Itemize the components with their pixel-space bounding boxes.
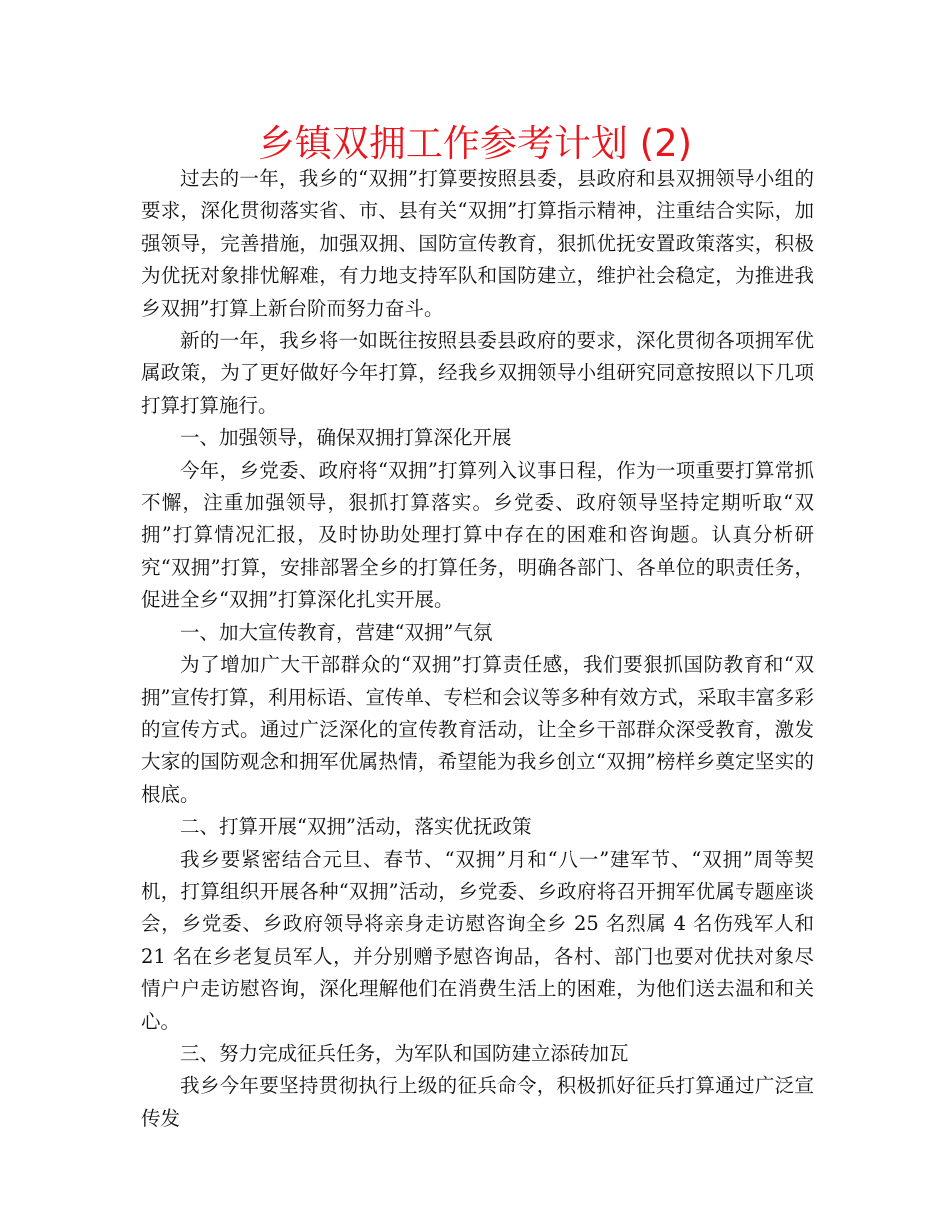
section-heading-leadership: 一、加强领导，确保双拥打算深化开展 — [180, 426, 512, 450]
section-heading-publicity: 一、加大宣传教育，营建“双拥”气氛 — [180, 620, 493, 644]
section-heading-conscription: 三、努力完成征兵任务，为军队和国防建立添砖加瓦 — [180, 1041, 629, 1065]
paragraph-intro: 过去的一年，我乡的“双拥”打算要按照县委，县政府和县双拥领导小组的要求，深化贯彻落实省、市、县有关“双拥”打算指示精神，注重结合实际，加强领导，完善措施，加强双拥、国防宣传教育，狠抓优抚安置政策落实，积极为优抚对象排忧解难，有力地支持军队和国防建立，维护社会稳定，为推进我乡双拥”打算上新台阶而努力奋斗。 — [141, 167, 814, 320]
document-title: 乡镇双拥工作参考计划 (2) — [257, 122, 693, 165]
paragraph-publicity: 为了增加广大干部群众的“双拥”打算责任感，我们要狠抓国防教育和“双拥”宣传打算，利用标语、宣传单、专栏和会议等多种有效方式，采取丰富多彩的宣传方式。通过广泛深化的宣传教育活动，让全乡干部群众深受教育，激发大家的国防观念和拥军优属热情，希望能为我乡创立“双拥”榜样乡奠定坚实的根底。 — [141, 653, 814, 806]
paragraph-activities: 我乡要紧密结合元旦、春节、“双拥”月和“八一”建军节、“双拥”周等契机，打算组织开展各种“双拥”活动，乡党委、乡政府将召开拥军优属专题座谈会，乡党委、乡政府领导将亲身走访慰咨询全乡 25 名烈属 4 名伤残军人和 21 名在乡老复员军人，并分别赠予慰咨询品，各村、部门也要对优扶对象尽情户户走访慰咨询，深化理解他们在消费生活上的困难，为他们送去温和和关心。 — [141, 847, 814, 1033]
document-body — [141, 163, 814, 1135]
paragraph-conscription: 我乡今年要坚持贯彻执行上级的征兵命令，积极抓好征兵打算通过广泛宣传发 — [141, 1074, 814, 1130]
paragraph-new-year: 新的一年，我乡将一如既往按照县委县政府的要求，深化贯彻各项拥军优属政策，为了更好做好今年打算，经我乡双拥领导小组研究同意按照以下几项打算打算施行。 — [141, 329, 814, 417]
paragraph-leadership: 今年，乡党委、政府将“双拥”打算列入议事日程，作为一项重要打算常抓不懈，注重加强领导，狠抓打算落实。乡党委、政府领导坚持定期听取“双拥”打算情况汇报，及时协助处理打算中存在的困难和咨询题。认真分析研究“双拥”打算，安排部署全乡的打算任务，明确各部门、各单位的职责任务，促进全乡“双拥”打算深化扎实开展。 — [141, 458, 814, 612]
section-heading-activities: 二、打算开展“双拥”活动，落实优抚政策 — [180, 815, 532, 839]
